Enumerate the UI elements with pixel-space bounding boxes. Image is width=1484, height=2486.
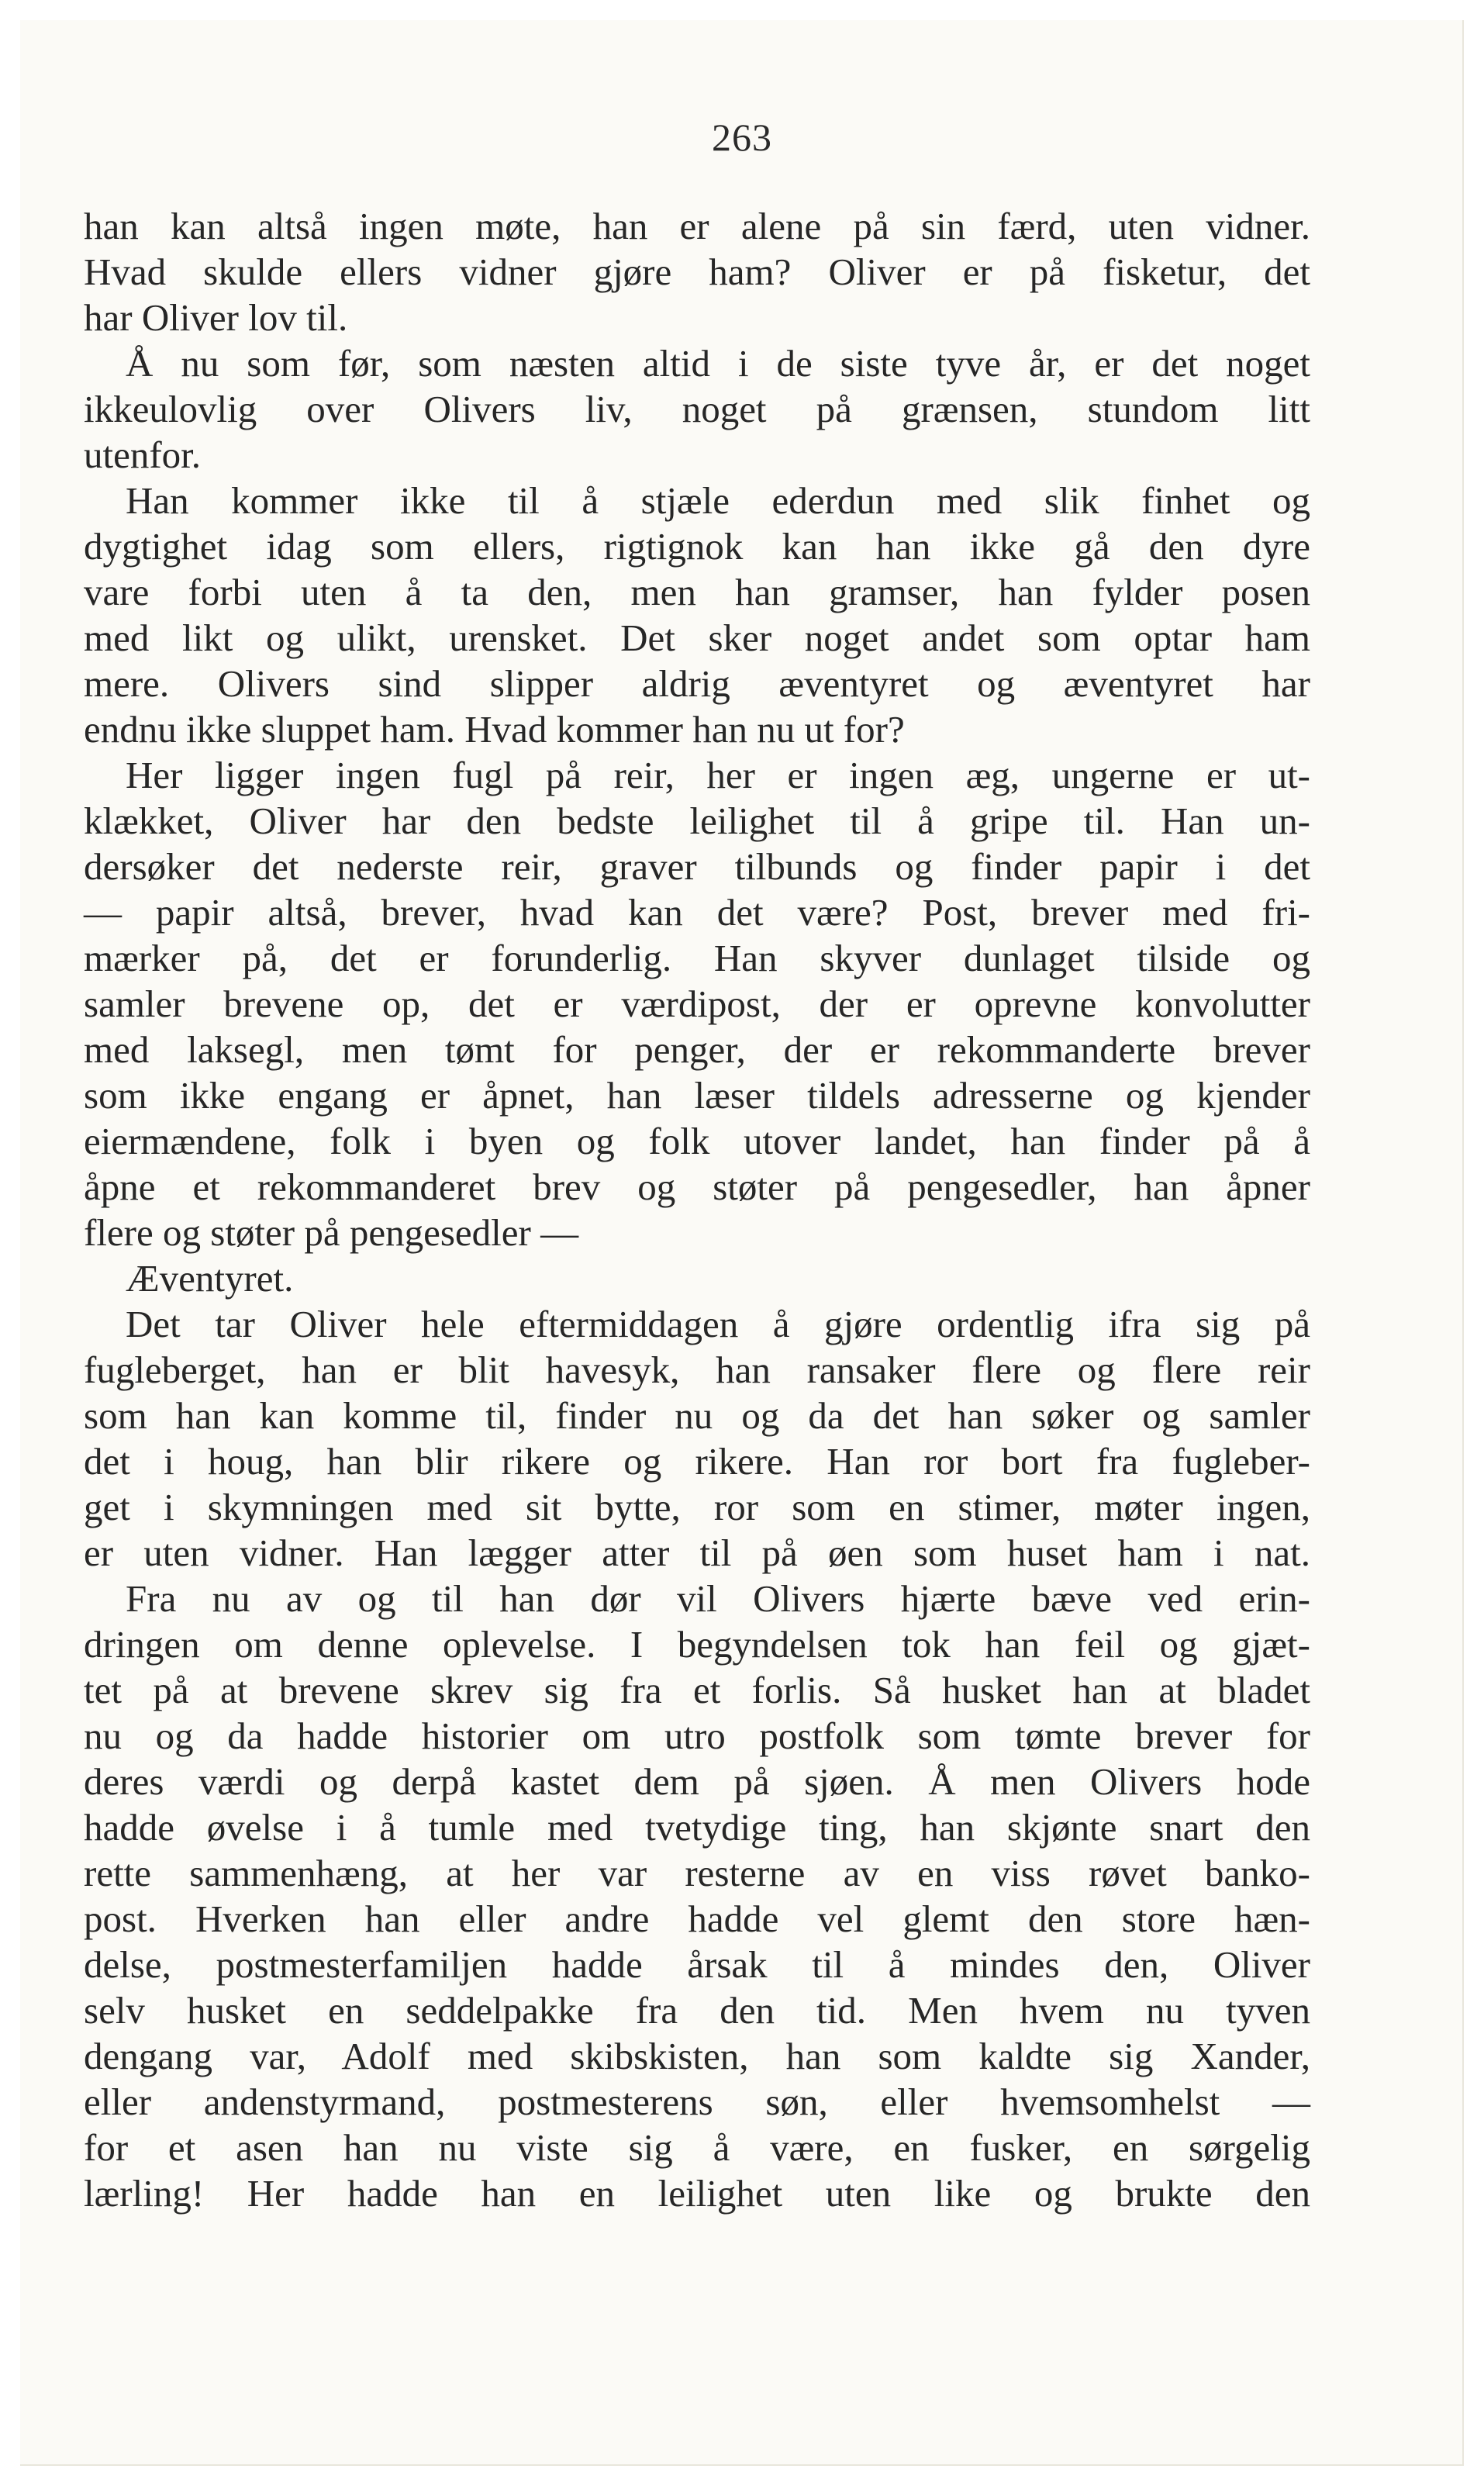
text-line: delse, postmesterfamiljen hadde årsak til å mindes den, Oliver <box>84 1943 1310 1986</box>
text-line: deres værdi og derpå kastet dem på sjøen. Å men Olivers hode <box>84 1760 1310 1803</box>
page-number: 263 <box>712 116 772 159</box>
text-line: dringen om denne oplevelse. I begyndelsen tok han feil og gjæt- <box>84 1623 1310 1666</box>
text-line: rette sammenhæng, at her var resterne av en viss røvet banko- <box>84 1852 1310 1894</box>
text-line: fugleberget, han er blit havesyk, han ransaker flere og flere reir <box>84 1348 1310 1391</box>
text-line: som ikke engang er åpnet, han læser tildels adresserne og kjender <box>84 1074 1310 1117</box>
text-line: har Oliver lov til. <box>84 296 348 339</box>
text-line: Å nu som før, som næsten altid i de siste tyve år, er det noget <box>126 342 1310 385</box>
text-line: mærker på, det er forunderlig. Han skyver dunlaget tilside og <box>84 937 1310 979</box>
text-line: tet på at brevene skrev sig fra et forlis. Så husket han at bladet <box>84 1669 1310 1711</box>
text-line: dygtighet idag som ellers, rigtignok kan han ikke gå den dyre <box>84 525 1310 568</box>
text-line: — papir altså, brever, hvad kan det være? Post, brever med fri- <box>84 891 1310 934</box>
text-line: hadde øvelse i å tumle med tvetydige ting, han skjønte snart den <box>84 1806 1310 1849</box>
text-line: endnu ikke sluppet ham. Hvad kommer han nu ut for? <box>84 708 905 751</box>
text-line: vare forbi uten å ta den, men han gramser, han fylder posen <box>84 571 1310 613</box>
body-text <box>84 203 1310 2216</box>
text-line: med likt og ulikt, urensket. Det sker noget andet som optar ham <box>84 616 1310 659</box>
text-line: som han kan komme til, finder nu og da det han søker og samler <box>84 1394 1310 1437</box>
text-line: lærling! Her hadde han en leilighet uten like og brukte den <box>84 2172 1310 2215</box>
text-line: dengang var, Adolf med skibskisten, han som kaldte sig Xander, <box>84 2035 1310 2077</box>
text-line: get i skymningen med sit bytte, ror som en stimer, møter ingen, <box>84 1486 1310 1528</box>
text-line: ikkeulovlig over Olivers liv, noget på grænsen, stundom litt <box>84 388 1310 430</box>
text-line: med laksegl, men tømt for penger, der er rekommanderte brever <box>84 1028 1310 1071</box>
text-line: Her ligger ingen fugl på reir, her er ingen æg, ungerne er ut- <box>126 754 1310 796</box>
text-line: Fra nu av og til han dør vil Olivers hjærte bæve ved erin- <box>126 1577 1310 1620</box>
text-line: Æventyret. <box>126 1257 294 1300</box>
text-line: nu og da hadde historier om utro postfolk som tømte brever for <box>84 1714 1310 1757</box>
text-line: for et asen han nu viste sig å være, en fusker, en sørgelig <box>84 2126 1310 2169</box>
text-line: er uten vidner. Han lægger atter til på øen som huset ham i nat. <box>84 1531 1310 1574</box>
text-line: selv husket en seddelpakke fra den tid. Men hvem nu tyven <box>84 1989 1310 2032</box>
text-line: utenfor. <box>84 433 202 476</box>
text-line: mere. Olivers sind slipper aldrig æventyret og æventyret har <box>84 662 1310 705</box>
text-line: klækket, Oliver har den bedste leilighet til å gripe til. Han un- <box>84 799 1310 842</box>
text-line: det i houg, han blir rikere og rikere. Han ror bort fra fugleber- <box>84 1440 1310 1483</box>
text-line: flere og støter på pengesedler — <box>84 1211 579 1254</box>
text-line: dersøker det nederste reir, graver tilbunds og finder papir i det <box>84 845 1310 888</box>
text-line: eller andenstyrmand, postmesterens søn, eller hvemsomhelst — <box>84 2080 1310 2123</box>
text-line: Det tar Oliver hele eftermiddagen å gjøre ordentlig ifra sig på <box>126 1303 1310 1345</box>
text-line: han kan altså ingen møte, han er alene på sin færd, uten vidner. <box>84 205 1310 247</box>
book-page <box>20 20 1464 2466</box>
text-line: Han kommer ikke til å stjæle ederdun med slik finhet og <box>126 479 1310 522</box>
text-line: samler brevene op, det er værdipost, der er oprevne konvolutter <box>84 982 1310 1025</box>
text-line: post. Hverken han eller andre hadde vel glemt den store hæn- <box>84 1897 1310 1940</box>
text-line: Hvad skulde ellers vidner gjøre ham? Oliver er på fisketur, det <box>84 250 1310 293</box>
text-line: åpne et rekommanderet brev og støter på pengesedler, han åpner <box>84 1165 1310 1208</box>
text-line: eiermændene, folk i byen og folk utover landet, han finder på å <box>84 1120 1310 1162</box>
